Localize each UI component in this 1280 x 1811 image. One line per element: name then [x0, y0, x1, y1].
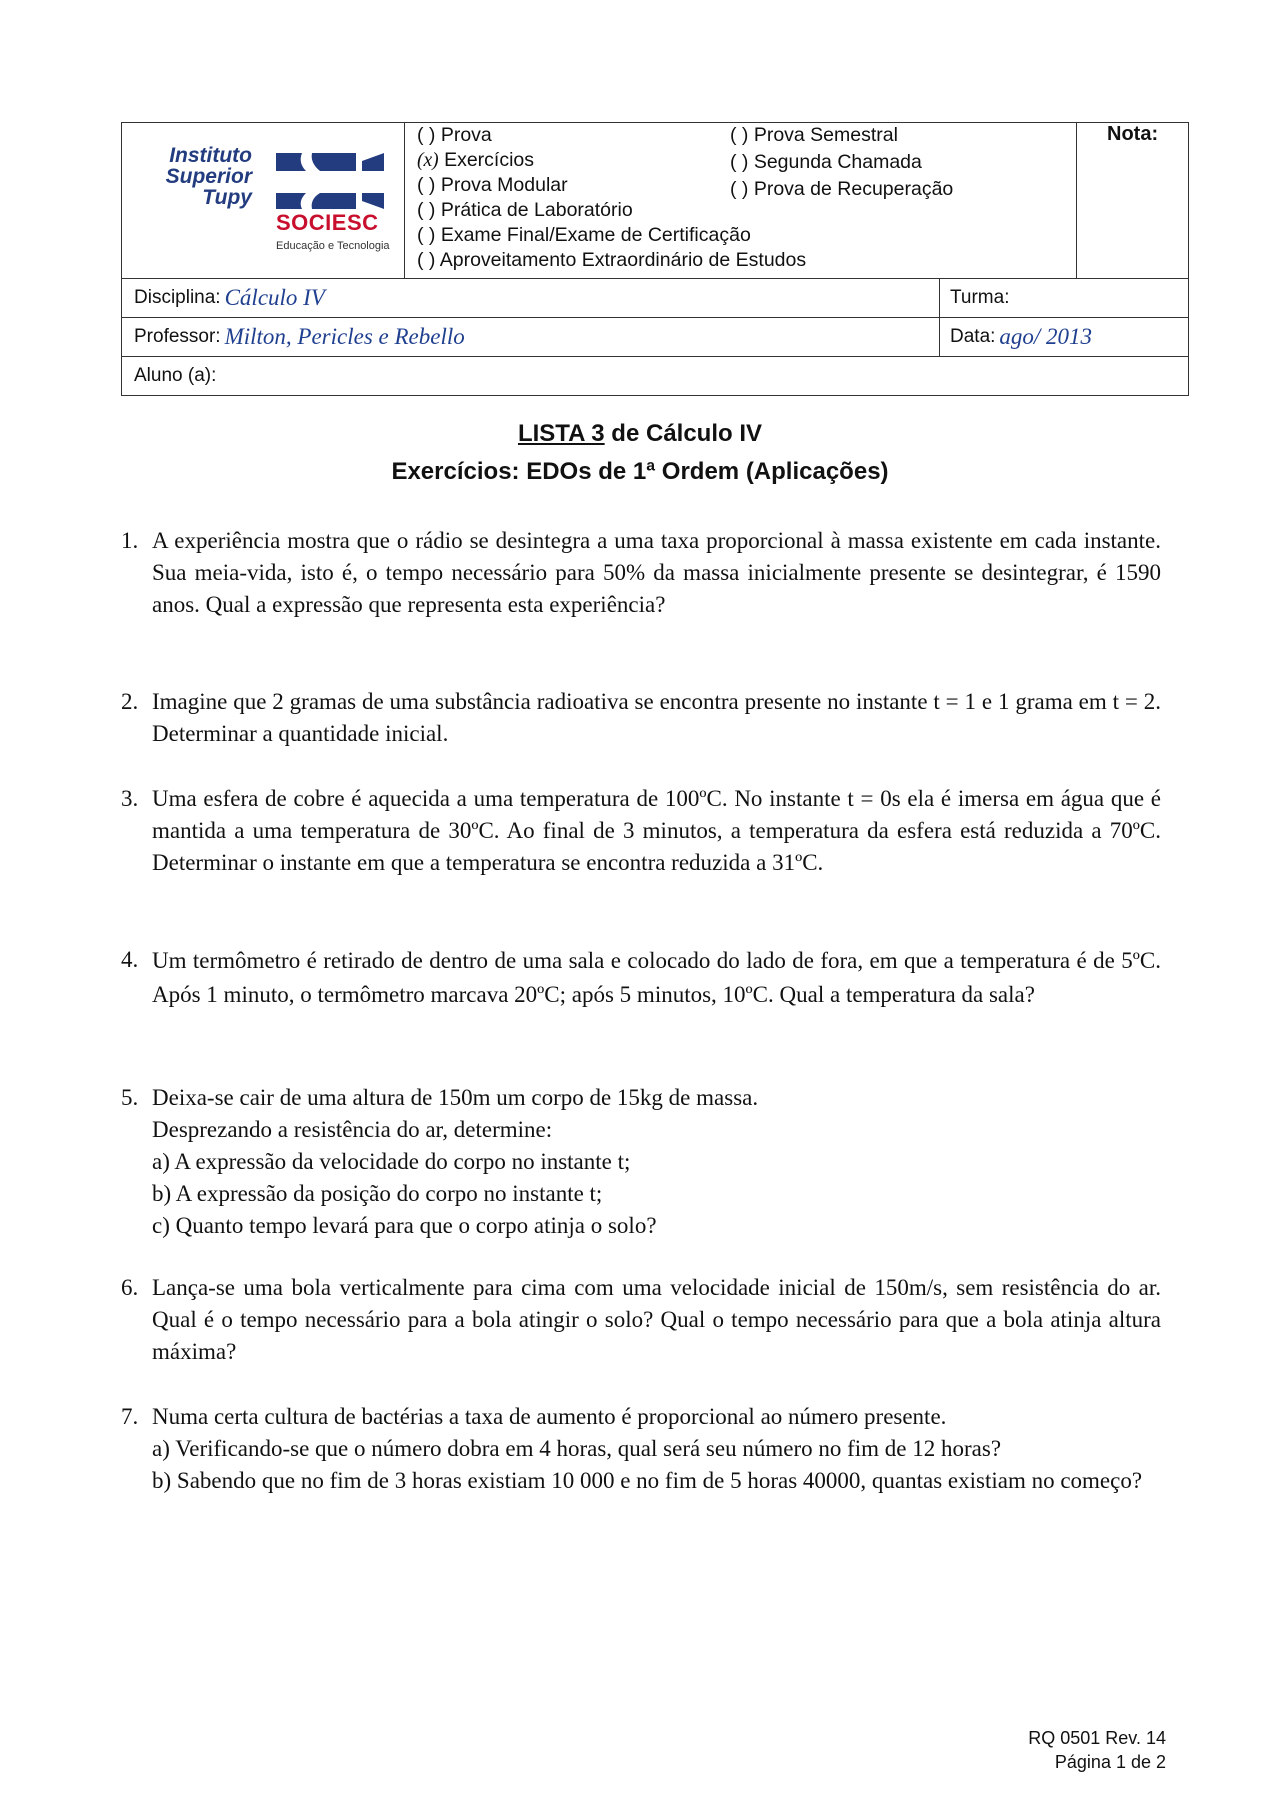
sociesc-brand: SOCIESC	[276, 210, 379, 235]
logo-cell	[122, 123, 405, 278]
question-text: Uma esfera de cobre é aquecida a uma temperatura de 100ºC. No instante t = 0s ela é imersa em água que é mantida a uma temperatura de 30ºC. Ao final de 3 minutos, a temperatura da esfera está reduzida a 70ºC. Determinar o instante em que a temperatura se encontra reduzida a 31ºC.	[152, 786, 1161, 875]
discipline-row	[122, 279, 1188, 318]
document-code: RQ 0501 Rev. 14	[1028, 1728, 1166, 1748]
logo-line-3: Tupy	[202, 186, 252, 209]
option-prova-modular: ( ) Prova Modular	[417, 174, 568, 196]
page-number: Página 1 de 2	[1054, 1752, 1166, 1772]
grade-cell	[1077, 123, 1188, 278]
discipline-cell	[122, 279, 940, 317]
question-text: Lança-se uma bola verticalmente para cima com uma velocidade inicial de 150m/s, sem resistência do ar. Qual é o tempo necessário para a bola atingir o solo? Qual o tempo necessário para que a bola atinja altura máxima?	[152, 1275, 1161, 1364]
page-footer	[1028, 1726, 1166, 1774]
student-label: Aluno (a):	[134, 365, 217, 386]
question-text: A experiência mostra que o rádio se desintegra a uma taxa proporcional à massa existente em cada instante. Sua meia-vida, isto é, o tempo necessário para 50% da massa inicialmente presente se desintegrar, é 1590 anos. Qual a expressão que representa esta experiência?	[152, 528, 1161, 617]
option-prova: ( ) Prova	[417, 124, 492, 146]
logo-line-1: Instituto	[169, 144, 252, 167]
option-exame: ( ) Exame Final/Exame de Certificação	[417, 224, 751, 246]
date-cell	[940, 318, 1188, 356]
discipline-value: Cálculo IV	[224, 285, 325, 310]
question-item-b: b) Sabendo que no fim de 3 horas existiam 10 000 e no fim de 5 horas 40000, quantas existiam no começo?	[152, 1468, 1143, 1493]
date-label: Data:	[950, 326, 996, 347]
sociesc-logo-icon	[276, 149, 386, 211]
option-exercicios	[417, 148, 534, 173]
question-6	[121, 1272, 1161, 1368]
professor-cell	[122, 318, 940, 356]
page-subtitle: Exercícios: EDOs de 1ª Ordem (Aplicações)	[391, 458, 889, 485]
option-exercicios-label: Exercícios	[444, 149, 535, 171]
option-exercicios-mark: (x)	[417, 150, 439, 171]
title-list-number: LISTA 3	[517, 420, 605, 447]
question-text: Imagine que 2 gramas de uma substância radioativa se encontra presente no instante t = 1 e 1 grama em t = 2. Determinar a quantidade inicial.	[152, 689, 1161, 746]
header-top-row	[122, 123, 1188, 279]
question-number: 3.	[121, 786, 139, 811]
question-4	[121, 944, 1161, 1012]
discipline-label: Disciplina:	[134, 287, 221, 308]
question-1	[121, 525, 1161, 621]
date-value: ago/ 2013	[999, 324, 1093, 349]
sociesc-tagline: Educação e Tecnologia	[276, 240, 390, 252]
question-3	[121, 783, 1161, 879]
professor-row	[122, 318, 1188, 357]
question-item-a: a) A expressão da velocidade do corpo no instante t;	[152, 1149, 631, 1174]
institute-logo-text	[128, 145, 252, 208]
option-segunda-chamada: ( ) Segunda Chamada	[730, 151, 922, 173]
question-text: Um termômetro é retirado de dentro de uma sala e colocado do lado de fora, em que a temperatura é de 5ºC. Após 1 minuto, o termômetro marcava 20ºC; após 5 minutos, 10ºC. Qual a temperatura da sala?	[152, 948, 1161, 1007]
class-label: Turma:	[950, 287, 1010, 308]
question-number: 7.	[121, 1404, 139, 1429]
title-rest: de Cálculo IV	[604, 420, 763, 447]
question-item-c: c) Quanto tempo levará para que o corpo atinja o solo?	[152, 1213, 657, 1238]
professor-value: Milton, Pericles e Rebello	[224, 324, 465, 349]
question-7	[121, 1401, 1161, 1497]
class-cell	[940, 279, 1188, 317]
assessment-type-options	[405, 123, 1077, 278]
question-item-a: a) Verificando-se que o número dobra em 4 horas, qual será seu número no fim de 12 horas?	[152, 1436, 1002, 1461]
question-5	[121, 1082, 1161, 1242]
option-pratica: ( ) Prática de Laboratório	[417, 199, 633, 221]
question-number: 5.	[121, 1085, 139, 1110]
question-item-b: b) A expressão da posição do corpo no instante t;	[152, 1181, 603, 1206]
question-text: Numa certa cultura de bactérias a taxa de aumento é proporcional ao número presente.	[152, 1404, 947, 1429]
student-row	[122, 357, 1188, 395]
question-text: Deixa-se cair de uma altura de 150m um corpo de 15kg de massa.	[152, 1085, 759, 1110]
question-number: 6.	[121, 1275, 139, 1300]
option-prova-semestral: ( ) Prova Semestral	[730, 124, 898, 146]
header-table	[121, 122, 1189, 396]
question-number: 4.	[121, 947, 139, 972]
question-2	[121, 686, 1161, 750]
option-aproveitamento: ( ) Aproveitamento Extraordinário de Estudos	[417, 249, 807, 271]
question-number: 1.	[121, 528, 139, 553]
page-title	[0, 420, 1280, 448]
professor-label: Professor:	[134, 326, 221, 347]
grade-label: Nota:	[1107, 123, 1159, 145]
question-number: 2.	[121, 689, 139, 714]
option-recuperacao: ( ) Prova de Recuperação	[730, 178, 954, 200]
logo-line-2: Superior	[165, 165, 252, 188]
question-intro: Desprezando a resistência do ar, determine:	[152, 1117, 553, 1142]
